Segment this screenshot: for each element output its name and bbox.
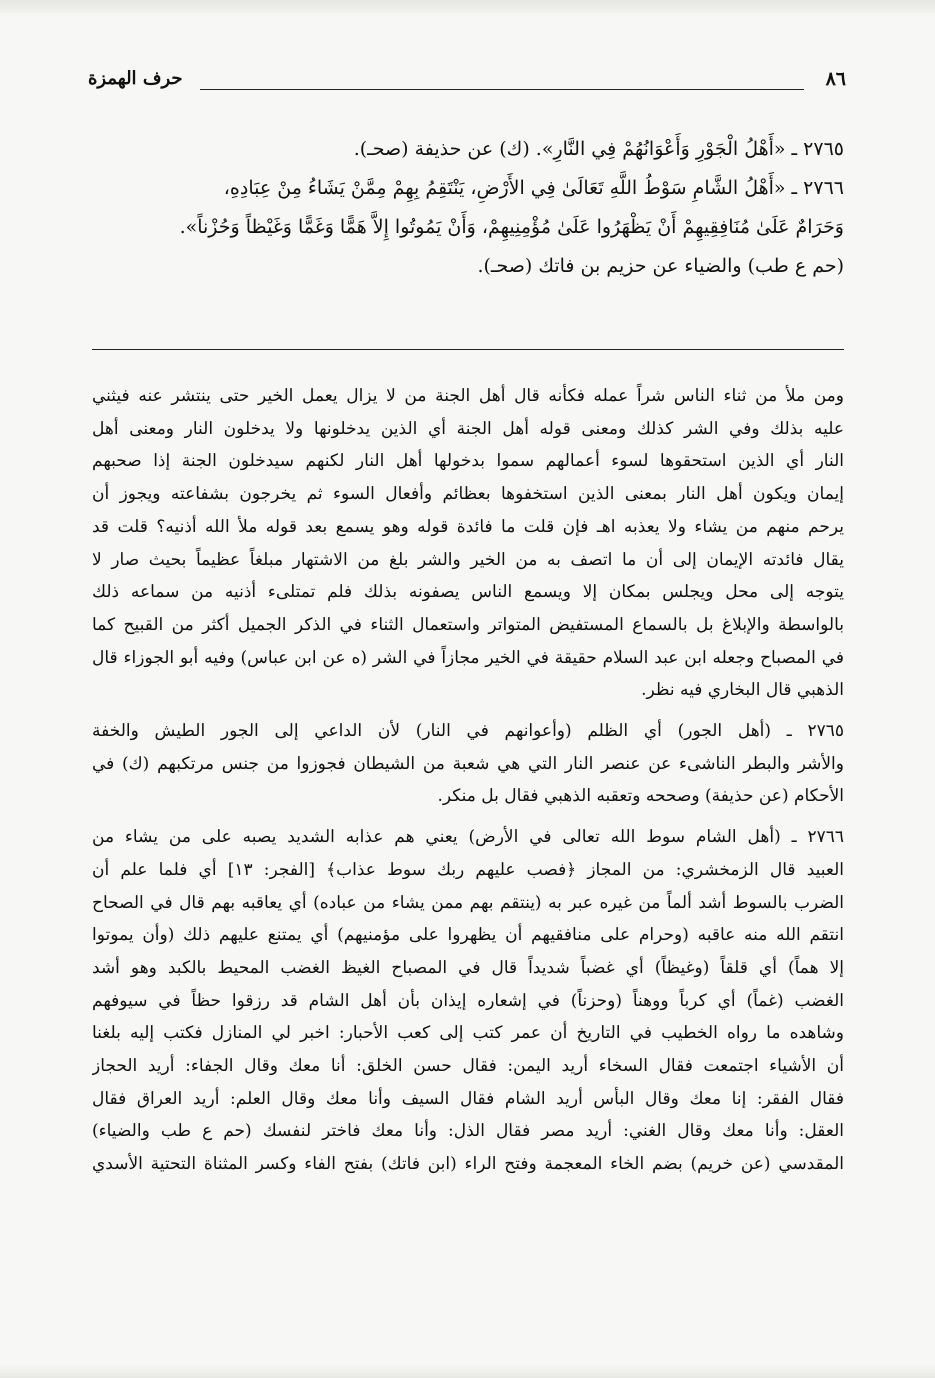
commentary-line: أن الأشياء اجتمعت فقال السخاء أريد اليمن: فقال حسن الخلق: أنا معك وقال الجفاء: أريد الحجاز bbox=[92, 1056, 844, 1077]
commentary-line: انتقم الله منه عاقبه (وحرام على منافقيهم أن يظهروا على مؤمنيهم) أي يمتنع عليهم ذلك (وأن يموتوا bbox=[92, 925, 844, 946]
header-rule bbox=[200, 89, 804, 90]
commentary-line: فقال الفقر: إنا معك وقال البأس أريد الشام فقال السيف وأنا معك وقال العلم: أريد العراق فقال bbox=[92, 1088, 844, 1109]
hadith-line: (حم ع طب) والضياء عن حزيم بن فاتك (صحـ). bbox=[477, 255, 844, 277]
commentary-line: يرحم منهم من يشاء ولا يعذبه اهـ فإن قلت ما فائدة قوله وهو يسمع بعد قوله ملأ الله أذنيه؟ قلت قد bbox=[92, 516, 844, 537]
commentary-line: إلا هماً) أي قلقاً (وغيظاً) أي غضباً شديداً قال في المصباح الغيظ الغضب المحيط بالكبد وهو أشد bbox=[92, 957, 844, 978]
commentary-line: الغضب (غماً) أي كرباً ووهناً (وحزناً) في إشعاره إيذان بأن أهل الشام قد رزقوا حظاً في سيوفهم bbox=[92, 990, 844, 1011]
scan-top-edge bbox=[0, 0, 935, 18]
commentary-line: إيمان ويكون أهل النار بمعنى الذين استخفوها بعظائم وأفعال السوء ثم يخرجون بشفاعته ويجوز أن bbox=[92, 484, 844, 505]
commentary-line: بالواسطة والإبلاغ بل بالسماع المستفيض المتواتر واستعمال الثناء في الذكر الجميل أكثر من القبيح كما bbox=[92, 614, 844, 635]
commentary-line: يتوجه إلى محل ويجلس بمكان إلا ويسمع الناس يصفونه بذلك فلم تمتلىء أذنيه من سماعه ذلك bbox=[92, 582, 844, 603]
commentary-line: العقل: وأنا معك وقال الغني: أريد مصر فقال الذل: وأنا معك فاختر لنفسك (حم ع طب والضياء) bbox=[92, 1121, 844, 1142]
commentary-line: الضرب بالسوط أشد ألماً من غيره عبر به (ينتقم بهم ممن يشاء من عباده) أي يعاقبه بهم قال في الصحاح bbox=[92, 892, 844, 913]
commentary-line: في المصباح وجعله ابن عبد السلام حقيقة في الخير مجازاً في الشر (ه عن ابن عباس) وفيه أبو الجوزاء قال bbox=[92, 647, 844, 668]
hadith-text-block bbox=[92, 130, 844, 286]
page-header bbox=[88, 66, 846, 100]
page-number: ٨٦ bbox=[825, 68, 846, 90]
hadith-line: ٢٧٦٥ ـ «أَهْلُ الْجَوْرِ وَأَعْوَانُهُمْ فِي النَّارِ». (ك) عن حذيفة (صحـ). bbox=[353, 138, 844, 160]
commentary-line: النار أي الذين استحقوها لسوء أعمالهم سموا بدخولها أهل النار لكنهم سيدخلون الجنة إذا صحبهم bbox=[92, 451, 844, 472]
commentary-line: يقال فائدته الإيمان إلى أن ما اتصف به من الخير والشر بلغ من الاشتهار مبلغاً عظيماً بحيث صار لا bbox=[92, 549, 844, 570]
commentary-paragraph bbox=[92, 380, 844, 707]
paragraph-gap bbox=[92, 707, 844, 715]
commentary-line: ٢٧٦٥ ـ (أهل الجور) أي الظلم (وأعوانهم في النار) لأن الداعي إلى الجور الطيش والخفة bbox=[92, 721, 844, 742]
hadith-line: ٢٧٦٦ ـ «أَهْلُ الشَّامِ سَوْطُ اللَّهِ تَعَالَىٰ فِي الأَرْضِ، يَنْتَقِمُ بِهِمْ مِمَّنْ يَشَاءُ مِنْ عِبَادِهِ، bbox=[223, 177, 844, 199]
commentary-paragraph bbox=[92, 715, 844, 813]
running-title: حرف الهمزة bbox=[88, 68, 183, 89]
commentary-line: العبيد قال الزمخشري: من المجاز ﴿فصب عليهم ربك سوط عذاب﴾ [الفجر: ١٣] أي فلما علم أن bbox=[92, 859, 844, 880]
commentary-line: ومن ملأ من ثناء الناس شراً عمله فكأنه قال أهل الجنة من لا يزال يعمل الخير حتى ينتشر عنه فيثني bbox=[92, 386, 844, 406]
hadith-line: وَحَرَامٌ عَلَىٰ مُنَافِقِيهِمْ أَنْ يَظْهَرُوا عَلَىٰ مُؤْمِنِيهِمْ، وَأَنْ يَمُوتُوا إِلاَّ هَمًّا وَغَمًّا وَغَيْظاً وَحُزْناً». bbox=[179, 216, 844, 238]
commentary-line: الأحكام (عن حذيفة) وصححه وتعقبه الذهبي فقال بل منكر. bbox=[437, 786, 844, 807]
commentary-block bbox=[92, 380, 844, 1181]
commentary-line: المقدسي (عن خريم) بضم الخاء المعجمة وفتح الراء (ابن فاتك) بفتح الفاء وكسر المثناة التحتية الأسدي bbox=[92, 1154, 844, 1175]
paragraph-gap bbox=[92, 813, 844, 821]
commentary-line: الذهبي قال البخاري فيه نظر. bbox=[641, 680, 844, 701]
commentary-line: وشاهده ما رواه الخطيب في التاريخ أن عمر كتب إلى كعب الأحبار: اخبر لي المنازل فكتب إليه بلغنا bbox=[92, 1023, 844, 1044]
commentary-line: عليه بذلك وفي الشر كذلك ومعنى قوله أهل الجنة أي الذين يدخلونها ولا يدخلون النار ومعنى أهل bbox=[92, 418, 844, 439]
commentary-line: والأشر والبطر الناشىء عن عنصر النار التي هي شعبة من الشيطان فجوزوا من جنس مرتكبهم (ك) في bbox=[92, 753, 844, 774]
scan-bottom-edge bbox=[0, 1364, 935, 1378]
commentary-line: ٢٧٦٦ ـ (أهل الشام سوط الله تعالى في الأرض) يعني هم عذابه الشديد يصبه على من يشاء من bbox=[92, 827, 844, 848]
commentary-paragraph bbox=[92, 821, 844, 1181]
section-divider bbox=[92, 349, 844, 350]
